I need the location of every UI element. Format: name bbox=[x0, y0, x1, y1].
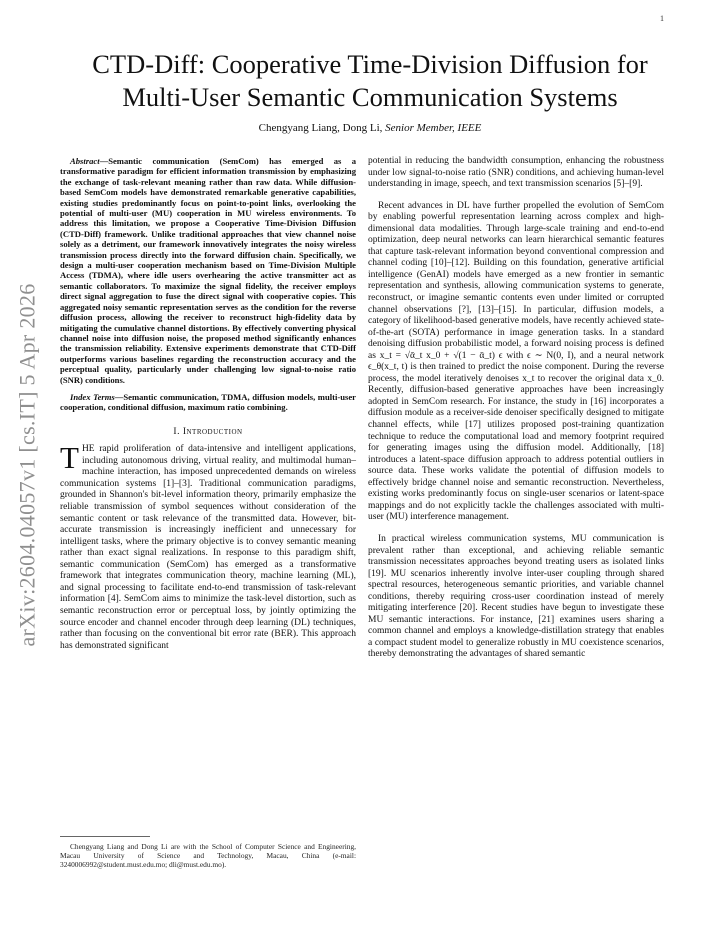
author-names: Chengyang Liang, Dong Li, bbox=[258, 122, 383, 134]
abstract-lead: Abstract bbox=[70, 156, 100, 166]
author-role: Senior Member, IEEE bbox=[385, 122, 482, 134]
index-terms-lead: Index Terms bbox=[70, 391, 115, 402]
paper-title: CTD-Diff: Cooperative Time-Division Diffusion for Multi-User Semantic Communication Systems bbox=[92, 49, 648, 112]
abstract bbox=[60, 156, 356, 385]
right-paragraph-3: In practical wireless communication systems, MU communication is prevalent rather than exceptional, and achieving reliable semantic transmission necessitates approaches beyond treating users as isolated links [19]. MU scenarios inherently involve inter-user coupling through shared spectral resources, heterogeneous semantic priorities, and variable channel conditions, thereby requiring cross-user coordination instead of merely mitigating interference [20]. Recent studies have begun to investigate these MU semantic interactions. For instance, [21] examines users sharing a common channel and employs a knowledge-distillation strategy that enables a compact student model to generalize robustly in MU coexistence scenarios, thereby demonstrating the advantages of shared semantic bbox=[368, 533, 664, 660]
right-paragraph-2: Recent advances in DL have further propelled the evolution of SemCom by enabling powerful representation learning across complex and high-dimensional data modalities. Through large-scale training and end-to-end optimization, deep neural networks can learn hierarchical semantic features that capture task-relevant information beyond conventional compression and channel coding [10]–[12]. Building on this foundation, generative artificial intelligence (GenAI) models have emerged as a new frontier in semantic representation and synthesis, allowing communication systems to generate, reconstruct, or imagine semantic contents even under limited or corrupted channel observations [?], [13]–[15]. In particular, diffusion models, a category of likelihood-based generative models, have recently achieved state-of-the-art (SOTA) performance in image generation tasks. In a standard denoising diffusion probabilistic model, a forward noising process is defined as x_t = √ᾱ_t x_0 + √(1 − ᾱ_t) ϵ with ϵ ∼ N(0, I), and a neural network ϵ_θ(x_t, t) is then trained to predict the noise component. During the reverse process, the model iteratively denoises x_t to recover the original data x_0. Recently, diffusion-based generative approaches have been increasingly adopted in SemCom research. For instance, the study in [16] incorporates a diffusion module as a receiver-side denoiser specifically designed to mitigate channel effects, while [17] utilizes proposed post-training quantization technique to reduce the computational load and memory footprint required for generating images using the diffusion model. Additionally, [18] introduces a latent-space diffusion approach to address potential outliers in source data. These works validate the potential of diffusion models to effectively bridge channel noise and semantic reconstruction. Nevertheless, existing works predominantly focus on single-user scenarios or latent-space mappings and do not explicitly tackle the challenges associated with multi-user (MU) interference management. bbox=[368, 200, 664, 523]
right-column bbox=[368, 156, 664, 661]
affiliation-footnote: Chengyang Liang and Dong Li are with the School of Computer Science and Engineering, Macau University of Science and Technology, Macau, China (e-mail: 3240006992@student.must.edu.mo; dli@must.edu.mo). bbox=[60, 842, 356, 869]
page-number: 1 bbox=[660, 14, 664, 23]
abstract-text: —Semantic communication (SemCom) has emerged as a transformative paradigm for efficient information transmission by emphasizing the exchange of task-relevant meaning rather than raw data. While diffusion-based SemCom models have demonstrated remarkable generative capabilities, existing studies predominantly focus on point-to-point links, overlooking the potential of multi-user (MU) cooperation in MU wireless environments. To address this limitation, we propose a Cooperative Time-Division Diffusion (CTD-Diff) framework. Unlike traditional approaches that view channel noise solely as a detriment, our framework innovatively integrates the noisy wireless transmission process directly into the forward diffusion chain. Specifically, we design a multi-user cooperation mechanism based on Time-Division Multiple Access (TDMA), where idle users overhearing the active transmitter act as semantic collaborators. To maximize the signal fidelity, the receiver employs direct signal aggregation to fuse the direct signal with cooperative copies. This aggregated noisy semantic representation serves as the condition for the reverse diffusion process, allowing the receiver to reconstruct high-fidelity data by mitigating the cumulative channel distortions. By effectively converting physical channel noise into diffusion noise, the proposed method significantly enhances the transmission reliability. Extensive experiments demonstrate that CTD-Diff outperforms various baselines regarding the reconstruction accuracy and the perceptual quality, particularly under challenging low signal-to-noise ratio (SNR) conditions. bbox=[60, 156, 356, 385]
arxiv-identifier: arXiv:2604.04057v1 [cs.IT] 5 Apr 2026 bbox=[15, 283, 41, 647]
footnote-divider bbox=[60, 836, 150, 837]
index-terms-text: —Semantic communication, TDMA, diffusion models, multi-user cooperation, conditional diffusion, maximum ratio combining. bbox=[60, 391, 356, 413]
author-line bbox=[60, 122, 680, 134]
drop-cap: T bbox=[60, 440, 79, 476]
index-terms bbox=[60, 392, 356, 413]
intro-paragraph-1 bbox=[60, 440, 356, 652]
right-paragraph-1: potential in reducing the bandwidth consumption, enhancing the robustness under low signal-to-noise ratio (SNR) conditions, and achieving human-level understanding in image, speech, and text transmission scenarios [5]–[9]. bbox=[368, 156, 664, 190]
arxiv-watermark bbox=[8, 250, 48, 680]
intro-paragraph-1-text: HE rapid proliferation of data-intensive and intelligent applications, including autonomous driving, virtual reality, and multimodal human–machine interaction, has imposed unprecedented demands on wireless communication systems [1]–[3]. Traditional communication paradigms, grounded in Shannon's bit-level information theory, primarily emphasize the reliable transmission of symbol sequences without consideration of the semantic content or task relevance of the transmitted data. However, bit-accurate transmission is increasingly inefficient and unnecessary for intelligent tasks, where the primary objective is to convey semantic meaning rather than exact signal realizations. In response to this paradigm shift, semantic communication (SemCom) has emerged as a transformative framework that integrates communication theory, machine learning (ML), and signal processing to facilitate end-to-end transmission of task-relevant information [4]. SemCom aims to minimize the task-level distortion, such as semantic reconstruction error or perceptual loss, by jointly optimizing the source encoder and channel encoder through deep learning (DL) techniques, rather than focusing on the conventional bit error rate (BER). This approach has demonstrated significant bbox=[60, 444, 356, 651]
section-heading-introduction: I. Introduction bbox=[173, 426, 243, 437]
left-column bbox=[60, 156, 356, 652]
